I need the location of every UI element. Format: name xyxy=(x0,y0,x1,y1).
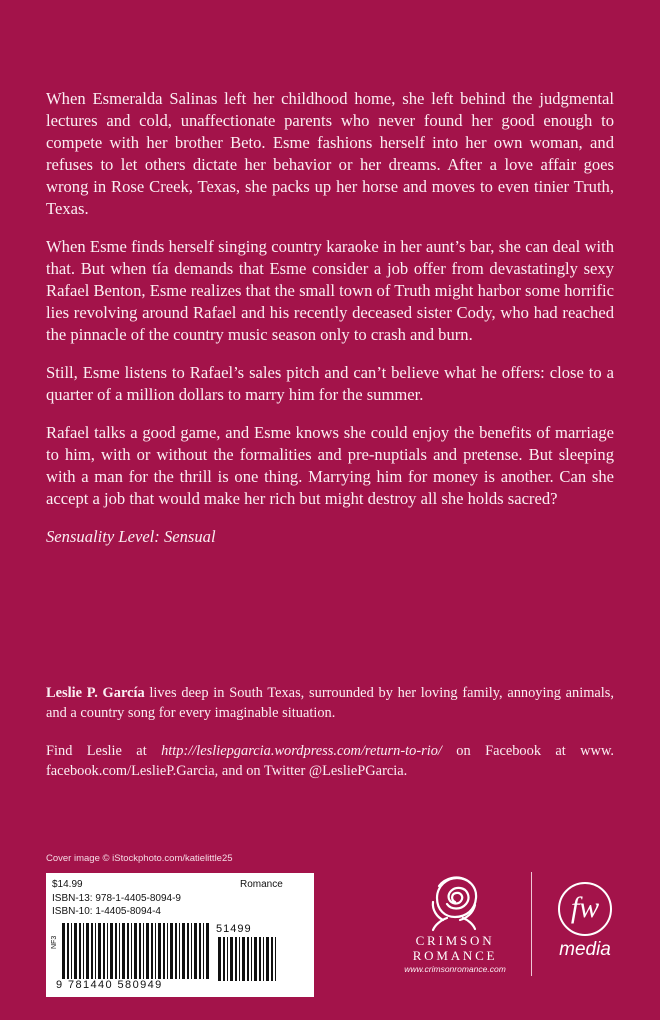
barcode-bar xyxy=(143,923,144,979)
barcode-bar xyxy=(151,923,153,979)
blurb-paragraph: Rafael talks a good game, and Esme knows she could enjoy the benefits of marriage to him, with or without the formalities and pre-nuptials and pretense. But sleeping with a man for the thrill is one thing. Marrying him for money is another. Can she accept a job that would make her rich but might destroy all she holds sacred? xyxy=(46,423,614,508)
media-wordmark: media xyxy=(559,939,611,960)
barcode-bar xyxy=(191,923,192,979)
author-bio-paragraph xyxy=(46,683,614,723)
author-bio xyxy=(46,683,614,799)
barcode-bar xyxy=(74,923,77,979)
author-website-link[interactable]: http://lesliepgarcia.wordpress.com/return-to-rio/ xyxy=(161,743,442,759)
barcode-bar xyxy=(83,923,84,979)
barcode-bar xyxy=(139,923,141,979)
barcode-bar xyxy=(146,923,149,979)
barcode-bar xyxy=(235,937,237,981)
barcode-bar xyxy=(230,937,233,981)
barcode-bar xyxy=(275,937,276,981)
isbn-barcode-box xyxy=(46,873,314,997)
brand-line-2: ROMANCE xyxy=(412,948,498,963)
main-barcode-icon xyxy=(62,923,210,979)
category: Romance xyxy=(240,879,283,890)
barcode-bar xyxy=(67,923,69,979)
barcode-bar xyxy=(107,923,108,979)
author-bio-text: lives deep in South Texas, surrounded by her loving family, annoying animals, and a country song for every imaginable situation. xyxy=(46,685,615,721)
brand-name xyxy=(380,933,530,963)
fw-circle-icon: fw xyxy=(558,882,612,936)
barcode-bar xyxy=(167,923,168,979)
find-prefix: Find Leslie at xyxy=(46,743,162,759)
barcode-bar xyxy=(86,923,89,979)
publisher-url[interactable]: www.crimsonromance.com xyxy=(404,964,506,974)
book-blurb xyxy=(46,88,614,564)
barcode-bar xyxy=(91,923,93,979)
barcode-bar xyxy=(122,923,125,979)
blurb-paragraph: When Esme finds herself singing country karaoke in her aunt’s bar, she can deal with that. But when tía demands that Esme consider a job offer from devastatingly sexy Rafael Benton, Esme realizes that the small town of Truth might harbor some horrific lies revolving around Rafael and his recently deceased sister Cody, who had reached the pinnacle of the country music season only to crash and burn. xyxy=(46,237,614,344)
barcode-bar xyxy=(71,923,72,979)
barcode-bar xyxy=(263,937,264,981)
barcode-bar xyxy=(182,923,185,979)
barcode-bar xyxy=(158,923,161,979)
barcode-digits: 9 781440 580949 xyxy=(56,979,163,991)
barcode-bar xyxy=(206,923,209,979)
logo-divider xyxy=(531,872,532,976)
barcode-bar xyxy=(266,937,269,981)
barcode-bar xyxy=(239,937,240,981)
barcode-bar xyxy=(79,923,81,979)
barcode-bar xyxy=(218,937,221,981)
barcode-bar xyxy=(187,923,189,979)
barcode-bar xyxy=(62,923,65,979)
barcode-bar xyxy=(134,923,137,979)
barcode-bar xyxy=(131,923,132,979)
blurb-paragraph: Still, Esme listens to Rafael’s sales pitch and can’t believe what he offers: close to a quarter of a million dollars to marry him for the summer. xyxy=(46,363,614,404)
barcode-bar xyxy=(110,923,113,979)
fw-media-logo xyxy=(550,882,630,972)
addon-digits: 51499 xyxy=(216,923,252,935)
brand-line-1: CRIMSON xyxy=(415,933,495,948)
barcode-bar xyxy=(242,937,245,981)
blurb-paragraph: When Esmeralda Salinas left her childhood home, she left behind the judgmental lectures and cold, unaffectionate parents who never found her good enough to compete with her brother Beto. Esme fashions herself into her own woman, and refuses to let others dictate her behavior or her dreams. After a love affair goes wrong in Rose Creek, Texas, she packs up her horse and moves to even tinier Truth, Texas. xyxy=(46,89,614,218)
barcode-bar xyxy=(175,923,177,979)
barcode-bar xyxy=(98,923,101,979)
barcode-bar xyxy=(170,923,173,979)
barcode-bar xyxy=(95,923,96,979)
barcode-bar xyxy=(127,923,129,979)
addon-barcode-icon xyxy=(218,937,280,981)
barcode-bar xyxy=(199,923,201,979)
barcode-bar xyxy=(115,923,117,979)
barcode-bar xyxy=(254,937,257,981)
barcode-bar xyxy=(103,923,105,979)
crimson-romance-logo xyxy=(380,872,530,982)
barcode-bar xyxy=(271,937,273,981)
isbn-10: ISBN-10: 1-4405-8094-4 xyxy=(52,906,161,917)
cover-image-credit: Cover image © iStockphoto.com/katielittle25 xyxy=(46,853,233,864)
rose-icon xyxy=(423,872,487,932)
barcode-bar xyxy=(163,923,165,979)
price: $14.99 xyxy=(52,879,83,890)
barcode-bar xyxy=(223,937,225,981)
barcode-bar xyxy=(155,923,156,979)
barcode-bar xyxy=(194,923,197,979)
barcode-bar xyxy=(247,937,249,981)
barcode-bar xyxy=(227,937,228,981)
author-name: Leslie P. García xyxy=(46,685,145,701)
barcode-code: NF3 xyxy=(51,935,58,949)
author-links-paragraph xyxy=(46,741,614,781)
barcode-bar xyxy=(251,937,252,981)
barcode-bar xyxy=(203,923,204,979)
find-suffix: on Facebook at www. facebook.com/LeslieP.Garcia, and on Twitter @LesliePGarcia. xyxy=(46,743,614,779)
barcode-bar xyxy=(259,937,261,981)
barcode-bar xyxy=(119,923,120,979)
barcode-bar xyxy=(179,923,180,979)
sensuality-level: Sensuality Level: Sensual xyxy=(46,527,216,546)
isbn-13: ISBN-13: 978-1-4405-8094-9 xyxy=(52,893,181,904)
